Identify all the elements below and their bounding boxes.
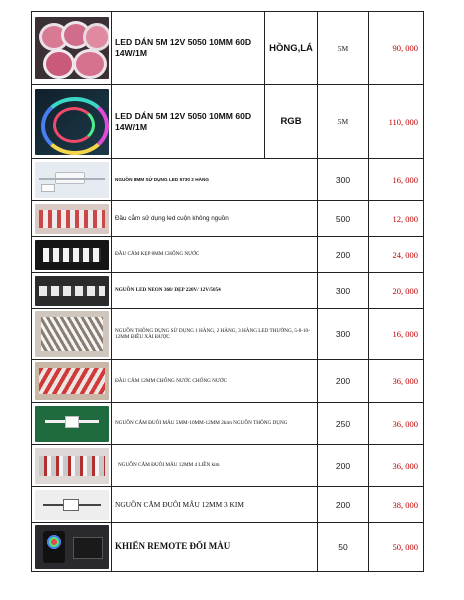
product-qty: 5M	[318, 12, 369, 85]
product-name: NGUỒN CẮM ĐUÔI MÂU 5MM-10MM-12MM 2kim NGUỒN THÔNG DỤNG	[115, 420, 288, 427]
product-price: 24, 000	[369, 237, 424, 273]
product-name: ĐẦU CẮM 12MM CHỐNG NƯỚC CHỐNG NƯỚC	[115, 377, 228, 384]
power-cables-image	[35, 311, 109, 357]
table-row	[32, 201, 424, 237]
product-image-cell	[32, 523, 112, 572]
product-price: 36, 000	[369, 403, 424, 445]
table-row	[32, 273, 424, 309]
four-pin-plug-image	[35, 448, 109, 484]
product-color: RGB	[265, 85, 318, 159]
product-name: Đầu cắm sử dụng led cuộn không nguồn	[115, 214, 229, 222]
product-qty: 500	[318, 201, 369, 237]
product-qty: 50	[318, 523, 369, 572]
product-price: 90, 000	[369, 12, 424, 85]
product-image-cell	[32, 201, 112, 237]
three-pin-plug-image	[35, 490, 109, 520]
product-image-cell	[32, 360, 112, 403]
product-name: NGUỒN THÔNG DỤNG SỬ DỤNG 1 HÀNG, 2 HÀNG, 3 HÀNG LED THƯỜNG, 5-8-10-12MM ĐIỀU XÀI ĐƯỢC	[115, 327, 310, 340]
table-row	[32, 159, 424, 201]
product-price: 50, 000	[369, 523, 424, 572]
product-qty: 300	[318, 273, 369, 309]
remote-controller-image	[35, 525, 109, 569]
product-image-cell	[32, 12, 112, 85]
product-name: NGUỒN 8MM SỬ DỤNG LED 5730 2 HÀNG	[115, 176, 210, 182]
product-name: LED DÁN 5M 12V 5050 10MM 60D 14W/1M	[115, 110, 252, 132]
table-row	[32, 445, 424, 487]
product-qty: 200	[318, 445, 369, 487]
product-name: NGUỒN LED NEON 360/ DẸP 220V/ 12V/5054	[115, 287, 221, 294]
product-qty: 200	[318, 360, 369, 403]
product-qty: 250	[318, 403, 369, 445]
product-image-cell	[32, 159, 112, 201]
product-name: NGUỒN CẮM ĐUÔI MÂU 12MM 4 LIỀN kim	[118, 462, 220, 469]
product-qty: 300	[318, 309, 369, 360]
product-qty: 200	[318, 487, 369, 523]
table-row	[32, 523, 424, 572]
product-price: 38, 000	[369, 487, 424, 523]
product-price: 20, 000	[369, 273, 424, 309]
table-row	[32, 237, 424, 273]
table-row	[32, 309, 424, 360]
product-image-cell	[32, 445, 112, 487]
product-name: LED DÁN 5M 12V 5050 10MM 60D 14W/1M	[115, 37, 252, 58]
product-price: 36, 000	[369, 360, 424, 403]
product-image-cell	[32, 237, 112, 273]
waterproof-connectors-image	[35, 362, 109, 400]
product-image-cell	[32, 309, 112, 360]
product-name: NGUỒN CẮM ĐUÔI MÂU 12MM 3 KIM	[115, 499, 244, 509]
plug-connectors-image	[35, 204, 109, 234]
table-row	[32, 403, 424, 445]
product-name: KHIỂN REMOTE ĐỔI MÀU	[115, 541, 231, 552]
neon-power-cord-image	[35, 276, 109, 306]
product-image-cell	[32, 403, 112, 445]
led-strip-reels-image	[35, 17, 109, 79]
table-row	[32, 12, 424, 85]
product-price: 12, 000	[369, 201, 424, 237]
clip-connector-image	[35, 240, 109, 270]
product-price: 16, 000	[369, 309, 424, 360]
rgb-led-strip-image	[35, 89, 109, 155]
product-price: 110, 000	[369, 85, 424, 159]
price-list-sheet	[31, 11, 423, 572]
table-row	[32, 85, 424, 159]
product-qty: 5M	[318, 85, 369, 159]
product-image-cell	[32, 273, 112, 309]
table-row	[32, 487, 424, 523]
product-qty: 300	[318, 159, 369, 201]
product-price: 36, 000	[369, 445, 424, 487]
power-adapter-image	[35, 162, 109, 198]
product-qty: 200	[318, 237, 369, 273]
tail-plug-image	[35, 406, 109, 442]
product-image-cell	[32, 85, 112, 159]
product-image-cell	[32, 487, 112, 523]
product-price: 16, 000	[369, 159, 424, 201]
product-name: ĐẦU CẮM KẸP 8MM CHỐNG NƯỚC	[115, 251, 200, 258]
table-row	[32, 360, 424, 403]
price-table	[31, 11, 424, 572]
product-color: HỒNG,LÁ	[265, 12, 318, 85]
